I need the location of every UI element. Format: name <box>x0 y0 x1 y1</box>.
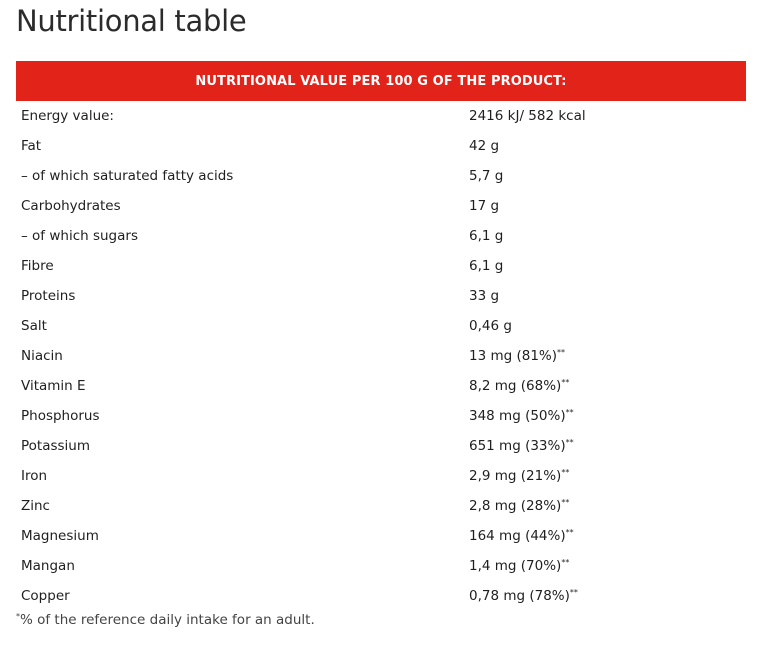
nutrient-name: Zinc <box>21 498 50 514</box>
table-row <box>16 461 746 491</box>
table-row <box>16 551 746 581</box>
table-row <box>16 431 746 461</box>
nutrient-value <box>464 378 746 394</box>
footnote-mark: * <box>16 612 20 621</box>
nutrient-amount: 42 g <box>469 138 500 154</box>
nutrient-amount: 6,1 g <box>469 228 504 244</box>
nutrient-amount: 0,46 g <box>469 318 512 334</box>
nutrient-value <box>464 498 746 514</box>
reference-mark: ** <box>569 588 578 597</box>
nutrient-name: Carbohydrates <box>21 198 121 214</box>
nutrient-name: Iron <box>21 468 48 484</box>
table-row <box>16 221 746 251</box>
nutrient-value <box>464 528 746 544</box>
table-row <box>16 101 746 131</box>
nutrition-table <box>16 61 746 611</box>
nutrient-amount: 8,2 mg (68%) <box>469 378 562 394</box>
reference-mark: ** <box>565 408 574 417</box>
table-row <box>16 161 746 191</box>
table-row <box>16 521 746 551</box>
nutrient-amount: 5,7 g <box>469 168 504 184</box>
nutrient-amount: 17 g <box>469 198 500 214</box>
nutrient-name: Fat <box>21 138 42 154</box>
table-body <box>16 101 746 611</box>
nutrient-name: Mangan <box>21 558 75 574</box>
nutrient-value <box>464 228 746 244</box>
nutrient-amount: 2,9 mg (21%) <box>469 468 562 484</box>
nutrient-value <box>464 288 746 304</box>
reference-mark: ** <box>561 378 570 387</box>
nutrient-amount: 0,78 mg (78%) <box>469 588 570 604</box>
nutrient-value <box>464 438 746 454</box>
nutrient-name: Fibre <box>21 258 54 274</box>
page-title: Nutritional table <box>16 4 247 38</box>
nutrient-name: – of which sugars <box>21 228 138 244</box>
nutrient-value <box>464 558 746 574</box>
table-row <box>16 191 746 221</box>
nutrient-value <box>464 198 746 214</box>
nutrient-name: – of which saturated fatty acids <box>21 168 234 184</box>
footnote-text: % of the reference daily intake for an adult. <box>20 612 315 628</box>
nutrient-name: Salt <box>21 318 47 334</box>
table-row <box>16 341 746 371</box>
reference-mark: ** <box>561 468 570 477</box>
nutrient-value <box>464 588 746 604</box>
nutrient-name: Proteins <box>21 288 76 304</box>
nutrient-amount: 348 mg (50%) <box>469 408 566 424</box>
nutrient-value <box>464 168 746 184</box>
table-row <box>16 251 746 281</box>
nutrient-name: Phosphorus <box>21 408 100 424</box>
nutrient-name: Copper <box>21 588 70 604</box>
nutrient-amount: 2,8 mg (28%) <box>469 498 562 514</box>
nutrient-name: Niacin <box>21 348 63 364</box>
nutrient-amount: 33 g <box>469 288 500 304</box>
reference-mark: ** <box>565 438 574 447</box>
nutrient-value <box>464 108 746 124</box>
reference-mark: ** <box>557 348 566 357</box>
nutrient-name: Magnesium <box>21 528 99 544</box>
nutrient-name: Vitamin E <box>21 378 86 394</box>
table-row <box>16 371 746 401</box>
nutrient-amount: 1,4 mg (70%) <box>469 558 562 574</box>
nutrient-amount: 6,1 g <box>469 258 504 274</box>
nutrient-amount: 651 mg (33%) <box>469 438 566 454</box>
nutrient-value <box>464 138 746 154</box>
reference-mark: ** <box>561 498 570 507</box>
nutrient-amount: 13 mg (81%) <box>469 348 558 364</box>
nutrient-value <box>464 468 746 484</box>
nutrient-amount: 164 mg (44%) <box>469 528 566 544</box>
table-row <box>16 401 746 431</box>
table-row <box>16 581 746 611</box>
table-row <box>16 491 746 521</box>
nutrient-name: Potassium <box>21 438 91 454</box>
nutrient-value <box>464 408 746 424</box>
reference-mark: ** <box>565 528 574 537</box>
nutrient-value <box>464 318 746 334</box>
nutrient-name: Energy value: <box>21 108 114 124</box>
footnote <box>16 612 315 628</box>
table-header: NUTRITIONAL VALUE PER 100 G OF THE PRODUCT: <box>16 61 746 101</box>
nutrient-value <box>464 258 746 274</box>
nutrient-value <box>464 348 746 364</box>
table-row <box>16 311 746 341</box>
table-row <box>16 131 746 161</box>
table-row <box>16 281 746 311</box>
reference-mark: ** <box>561 558 570 567</box>
nutrient-amount: 2416 kJ/ 582 kcal <box>469 108 586 124</box>
